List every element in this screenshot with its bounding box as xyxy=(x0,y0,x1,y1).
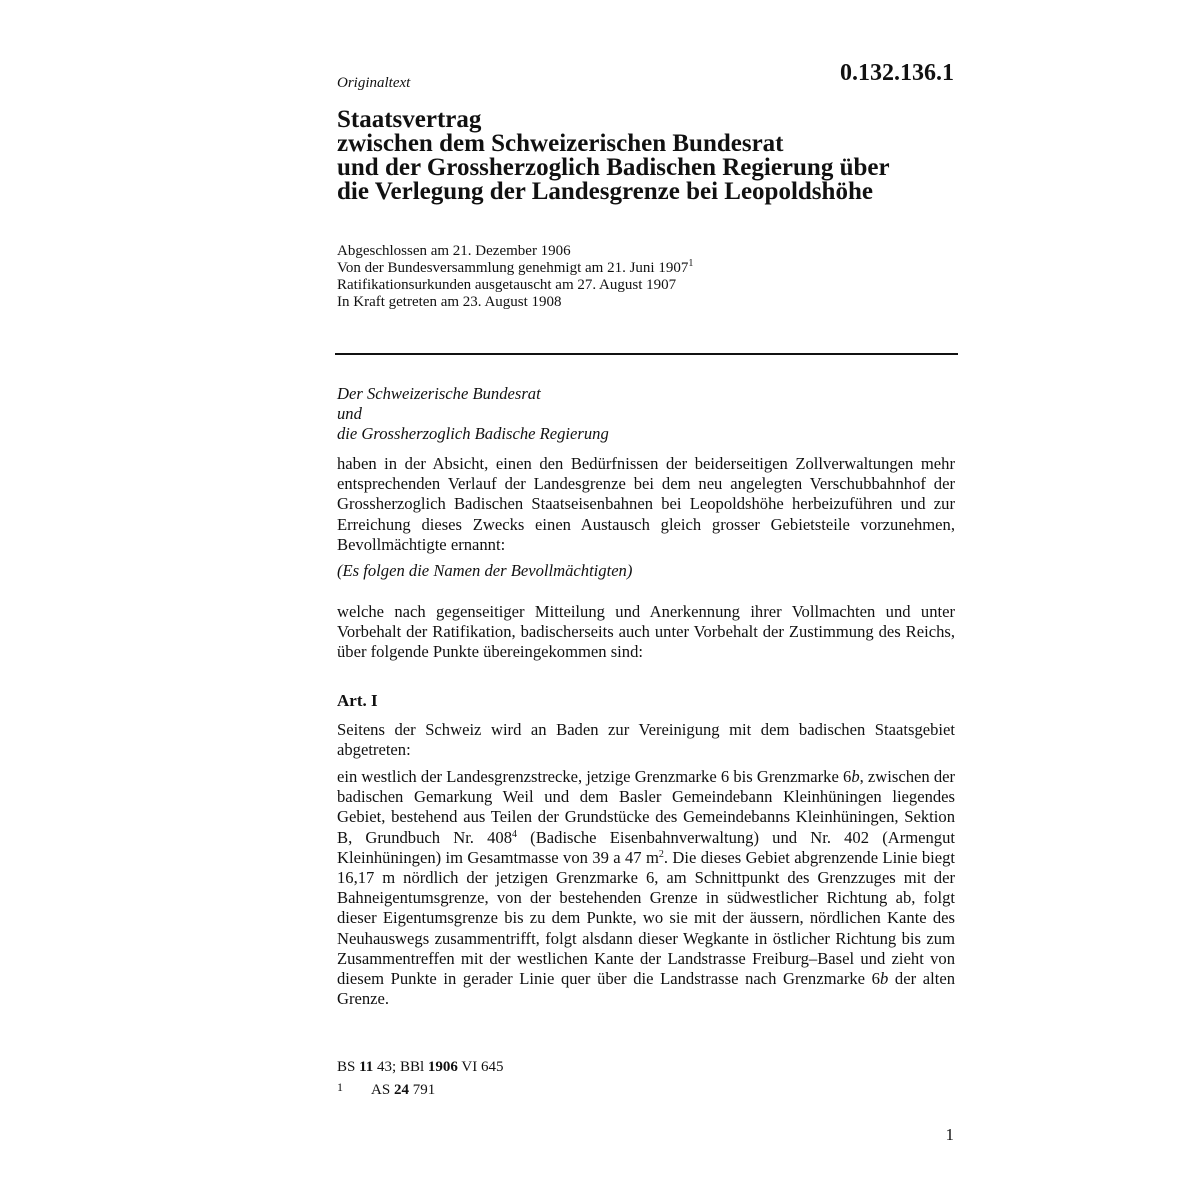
source-reference: BS 11 43; BBl 1906 VI 645 xyxy=(337,1059,504,1075)
title-line: die Verlegung der Landesgrenze bei Leopoldshöhe xyxy=(337,178,873,205)
original-text-label: Originaltext xyxy=(337,75,411,91)
preamble-body: haben in der Absicht, einen den Bedürfnissen der beiderseitigen Zollverwaltungen mehr entsprechenden Verlauf der Landesgrenze bei dem neu angelegten Verschubbahnhof der Grossherzoglich Badischen Staatseisenbahnen bei Leopoldshöhe herbeizuführen und zur Erreichung dieses Zwecks einen Austausch gleich grosser Gebietsteile vorzunehmen, Bevollmächtigte ernannt: xyxy=(337,454,955,554)
party-one: Der Schweizerische Bundesrat xyxy=(337,384,541,403)
plenipotentiaries-note: (Es folgen die Namen der Bevollmächtigten) xyxy=(337,561,633,580)
title-line: Staatsvertrag xyxy=(337,106,482,133)
treaty-title xyxy=(337,108,977,204)
title-line: und der Grossherzoglich Badischen Regierung über xyxy=(337,154,890,181)
agreement-paragraph: welche nach gegenseitiger Mitteilung und Anerkennung ihrer Vollmachten und unter Vorbehalt der Ratifikation, badischerseits auch unter Vorbehalt der Zustimmung des Reichs, über folgende Punkte übereingekommen sind: xyxy=(337,602,955,662)
sr-number: 0.132.136.1 xyxy=(840,60,954,86)
article-intro: Seitens der Schweiz wird an Baden zur Vereinigung mit dem badischen Staatsgebiet abgetreten: xyxy=(337,720,955,760)
approval-date: Von der Bundesversammlung genehmigt am 21. Juni 1907$^1$ xyxy=(337,258,694,276)
separator-rule xyxy=(335,353,958,355)
title-line: zwischen dem Schweizerischen Bundesrat xyxy=(337,130,784,157)
page-number: 1 xyxy=(945,1125,954,1144)
preamble-parties xyxy=(337,384,955,445)
treaty-dates xyxy=(337,243,693,311)
article-paragraph: ein westlich der Landesgrenzstrecke, jetzige Grenzmarke 6 bis Grenzmarke 6b, zwischen der badischen Gemarkung Weil und dem Basler Gemeindebann Kleinhüningen liegendes Gebiet, bestehend aus Teilen der Grundstücke des Gemeindebanns Kleinhüningen, Sektion B, Grundbuch Nr. $408^4$ (Badische Eisenbahnverwaltung) und Nr. 402 (Armengut Kleinhüningen) im Gesamtmasse von 39 a 47 $m^2$. Die dieses Gebiet abgrenzende Linie biegt 16,17 m nördlich der jetzigen Grenzmarke 6, am Schnittpunkt des Grenzzuges mit der Bahneigentumsgrenze, von der bestehenden Grenze in südwestlicher Richtung ab, folgt dieser Eigentumsgrenze bis zu dem Punkte, wo sie mit der äussern, nördlichen Kante des Neuhauswegs zusammentrifft, folgt alsdann dieser Wegkante in östlicher Richtung bis zum Zusammentreffen mit der westlichen Kante der Landstrasse Freiburg–Basel und zieht von diesem Punkte in gerader Linie quer über die Landstrasse nach Grenzmarke 6b der alten Grenze. xyxy=(337,767,956,1009)
concluded-date: Abgeschlossen am 21. Dezember 1906 xyxy=(337,243,571,259)
in-force-date: In Kraft getreten am 23. August 1908 xyxy=(337,294,562,310)
conjunction: und xyxy=(337,404,362,424)
article-heading: Art. I xyxy=(337,691,378,710)
party-two: die Grossherzoglich Badische Regierung xyxy=(337,424,609,444)
footnote-1: 1 AS 24 791 xyxy=(337,1080,436,1098)
footnote-ref: 1 xyxy=(688,258,694,269)
ratification-date: Ratifikationsurkunden ausgetauscht am 27. August 1907 xyxy=(337,277,677,293)
